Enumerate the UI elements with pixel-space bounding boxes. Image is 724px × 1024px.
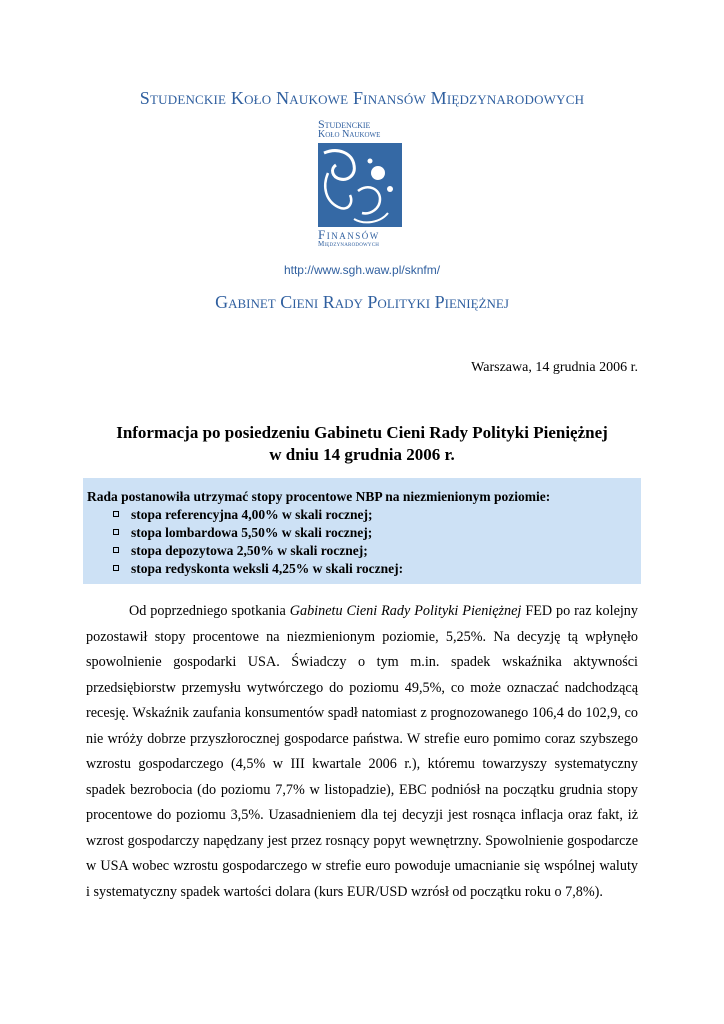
decision-intro: Rada postanowiła utrzymać stopy procentowe NBP na niezmienionym poziomie: [87, 489, 551, 504]
logo-text-line3: Finansów [318, 227, 380, 242]
document-date: Warszawa, 14 grudnia 2006 r. [471, 360, 638, 375]
website-link[interactable]: http://www.sgh.waw.pl/sknfm/ [283, 263, 441, 277]
rate-list [87, 506, 635, 578]
paragraph-start: Od poprzedniego spotkania [129, 603, 290, 619]
list-item [109, 542, 635, 560]
paragraph [86, 599, 638, 905]
list-item [109, 560, 635, 578]
org-logo [318, 118, 406, 250]
list-item [109, 524, 635, 542]
logo-text-line2: Koło Naukowe [318, 129, 381, 140]
square-bullet-icon [113, 547, 119, 553]
paragraph-italic: Gabinetu Cieni Rady Polityki Pieniężnej [289, 603, 522, 619]
org-title: Studenckie Koło Naukowe Finansów Międzynarodowych [139, 88, 585, 108]
body-text [86, 599, 638, 905]
rate-rediscount: stopa redyskonta weksli 4,25% w skali rocznej: [131, 561, 404, 576]
square-bullet-icon [113, 565, 119, 571]
rate-deposit: stopa depozytowa 2,50% w skali rocznej; [131, 543, 368, 558]
heading-line1: Informacja po posiedzeniu Gabinetu Cieni Rady Polityki Pieniężnej [116, 423, 608, 442]
heading-line2: w dniu 14 grudnia 2006 r. [269, 445, 455, 464]
logo-swirl-icon [318, 143, 402, 227]
rate-lombard: stopa lombardowa 5,50% w skali rocznej; [131, 525, 373, 540]
rate-reference: stopa referencyjna 4,00% w skali rocznej; [131, 507, 373, 522]
logo-text-line1: Studenckie [318, 117, 371, 131]
cabinet-title: Gabinet Cieni Rady Polityki Pieniężnej [215, 292, 509, 312]
square-bullet-icon [113, 511, 119, 517]
paragraph-rest: FED po raz kolejny pozostawił stopy procentowe na niezmienionym poziomie, 5,25%. Na decyzję tą wpłynęło spowolnienie gospodarki USA. Świadczy o tym m.in. spadek wskaźnika aktywności przedsiębiorstw przemysłu wytwórczego do poziomu 49,5%, co może oznaczać nadchodzącą recesję. Wskaźnik zaufania konsumentów spadł natomiast z prognozowanego 106,4 do 102,9, co nie wróży dobrze przyszłorocznej gospodarce państwa. W strefie euro pomimo coraz szybszego wzrostu gospodarczego (4,5% w III kwartale 2006 r.), któremu towarzyszy systematyczny spadek bezrobocia (do poziomu 7,7% w listopadzie), EBC podniósł na początku grudnia stopy procentowe do poziomu 3,5%. Uzasadnieniem dla tej decyzji jest rosnąca inflacja oraz fakt, iż wzrost gospodarczy napędzany jest przez rosnący popyt wewnętrzny. Spowolnienie gospodarcze w USA wobec wzrostu gospodarczego w strefie euro powoduje umacnianie się wspólnej waluty i systematyczny spadek wartości dolara (kurs EUR/USD wzrósł od początku roku o 7,8%). [86, 603, 638, 900]
logo-emblem [318, 143, 402, 227]
list-item [109, 506, 635, 524]
square-bullet-icon [113, 529, 119, 535]
document-heading [0, 422, 724, 466]
decision-box [83, 478, 641, 584]
logo-text-line4: Międzynarodowych [318, 240, 380, 248]
